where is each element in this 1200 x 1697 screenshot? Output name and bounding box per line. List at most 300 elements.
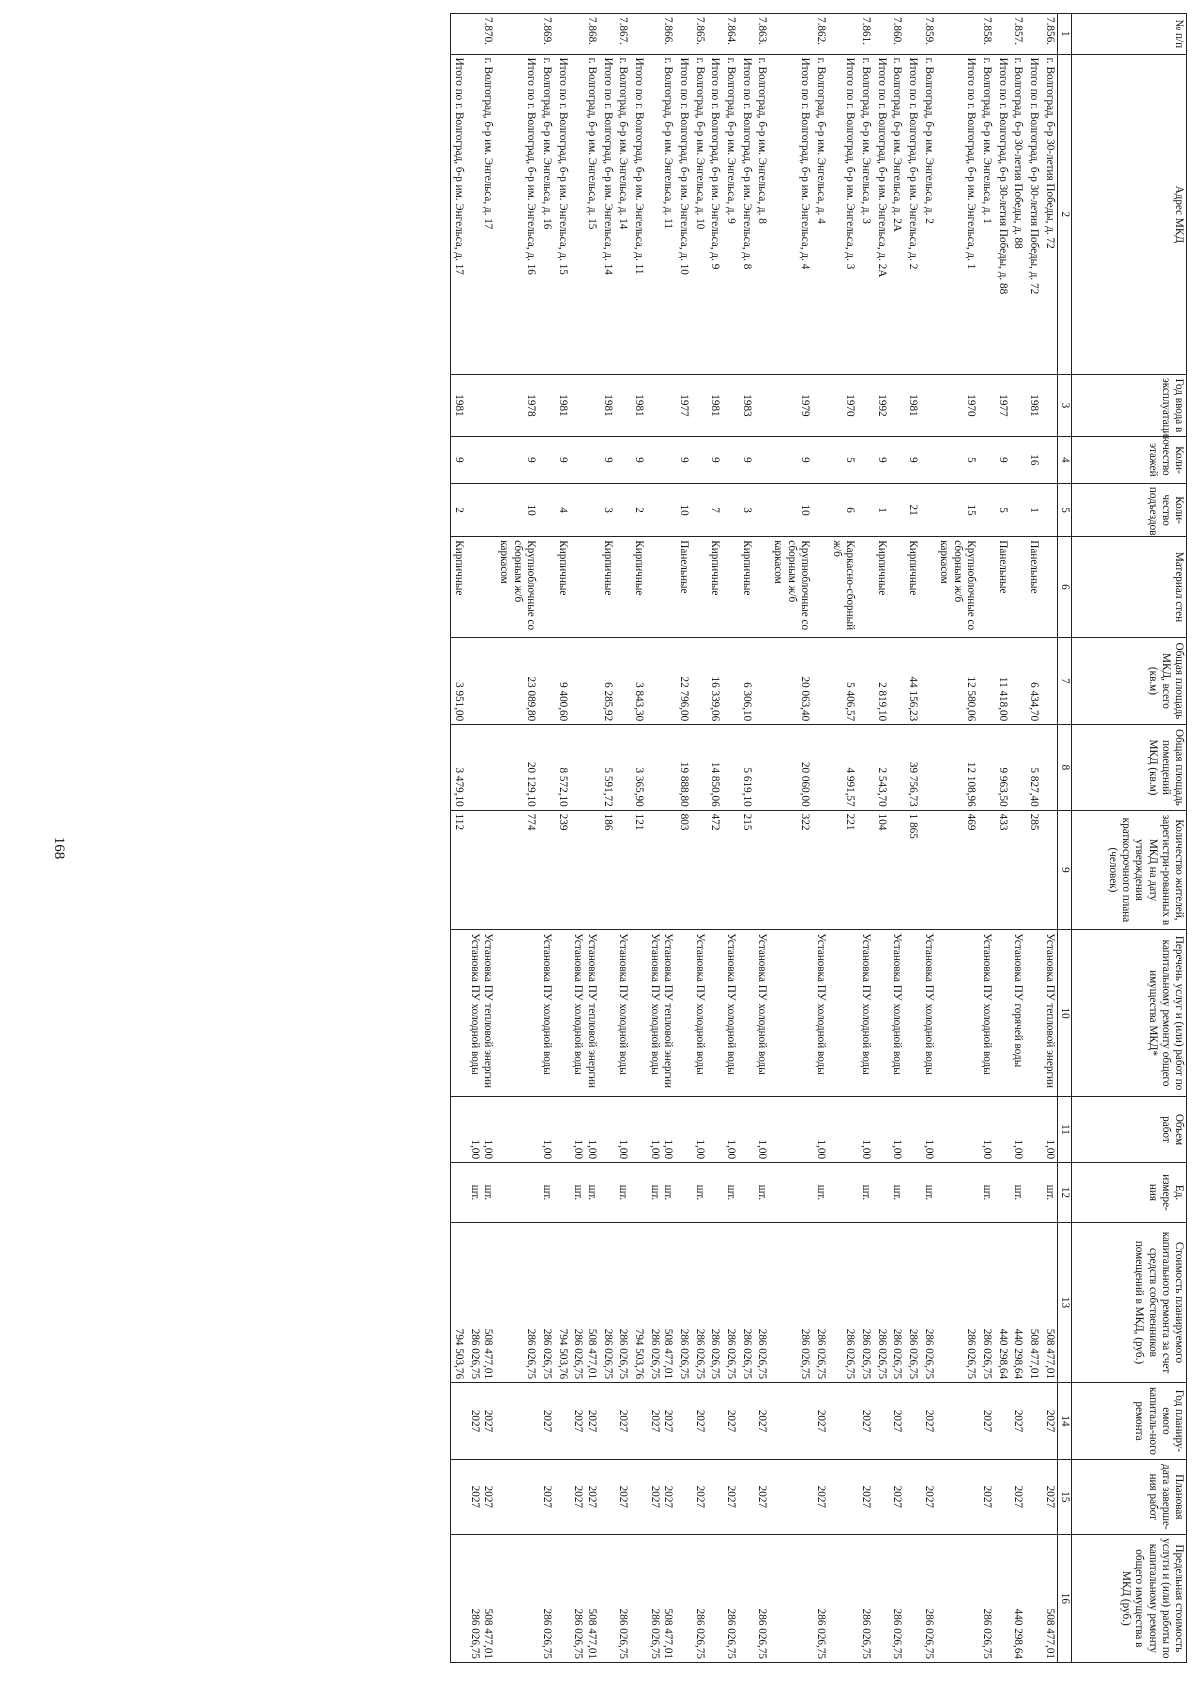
residents-cell: 215 bbox=[738, 810, 754, 930]
total-label: Итого по г. Волгоград, б-р 30-летия Победы, д. 72 bbox=[1025, 54, 1041, 374]
works-cell bbox=[1041, 930, 1057, 1097]
address-cell: г. Волгоград, б-р им. Энгельса, д. 11 bbox=[646, 54, 675, 374]
end-date-cell bbox=[979, 1459, 995, 1534]
residents-cell: 121 bbox=[630, 810, 646, 930]
row-number bbox=[769, 14, 812, 55]
year-cell: 1970 bbox=[828, 374, 857, 436]
header-cell: Год планиру-емого капиталь-ного ремонта bbox=[1072, 1383, 1187, 1460]
limit-cost-cell bbox=[828, 1534, 857, 1662]
header-cell: Материал стен bbox=[1072, 537, 1187, 637]
year-cell: 1983 bbox=[738, 374, 754, 436]
header-cell: Коли-чество этажей bbox=[1072, 436, 1187, 483]
residents-cell: 803 bbox=[675, 810, 691, 930]
end-date-cell bbox=[466, 1459, 495, 1534]
total-label: Итого по г. Волгоград, б-р им. Энгельса, д. 3 bbox=[828, 54, 857, 374]
column-number: 7 bbox=[1057, 637, 1071, 725]
cell-line: 1,00 bbox=[482, 1139, 495, 1160]
total-row bbox=[630, 14, 646, 1663]
cell-line: шт. bbox=[1012, 1184, 1025, 1201]
area-rooms-cell bbox=[466, 725, 495, 810]
year-cell bbox=[889, 374, 905, 436]
year-cell: 1981 bbox=[630, 374, 646, 436]
cell-line: шт. bbox=[648, 1184, 661, 1201]
plan-year-cell bbox=[857, 1383, 873, 1460]
limit-cost-cell bbox=[722, 1534, 738, 1662]
total-row bbox=[738, 14, 754, 1663]
row-number: 7.866. bbox=[646, 14, 675, 55]
end-date-cell bbox=[675, 1459, 691, 1534]
plan-year-cell bbox=[466, 1383, 495, 1460]
year-cell: 1981 bbox=[904, 374, 920, 436]
works-cell bbox=[857, 930, 873, 1097]
entrances-cell: 1 bbox=[873, 483, 889, 536]
volume-cell bbox=[904, 1096, 920, 1162]
entrances-cell: 7 bbox=[707, 483, 723, 536]
cell-line: 286 026,75 bbox=[541, 1608, 554, 1659]
plan-year-cell bbox=[691, 1383, 707, 1460]
header-cell: Стоимость планируемого капитального ремонта за счет средств собственников помещений в МКД, (руб.) bbox=[1072, 1222, 1187, 1382]
residents-cell bbox=[754, 810, 770, 930]
address-cell: г. Волгоград, б-р им. Энгельса, д. 2 bbox=[920, 54, 936, 374]
area-total-cell bbox=[812, 637, 828, 725]
address-cell: г. Волгоград, б-р им. Энгельса, д. 3 bbox=[857, 54, 873, 374]
entrances-cell bbox=[722, 483, 738, 536]
row-number: 7.865. bbox=[691, 14, 707, 55]
total-cost-cell: 286 026,75 bbox=[936, 1222, 979, 1382]
works-cell bbox=[904, 930, 920, 1097]
cell-line: 2027 bbox=[541, 1485, 554, 1509]
header-cell: Объем работ bbox=[1072, 1096, 1187, 1162]
year-cell bbox=[857, 374, 873, 436]
limit-cost-cell bbox=[630, 1534, 646, 1662]
area-rooms-cell: 5 619,10 bbox=[738, 725, 754, 810]
item-row bbox=[538, 14, 554, 1663]
volume-cell bbox=[812, 1096, 828, 1162]
unit-cell bbox=[889, 1163, 905, 1223]
row-number: 7.862. bbox=[812, 14, 828, 55]
limit-cost-cell bbox=[857, 1534, 873, 1662]
cell-line: шт. bbox=[756, 1184, 769, 1201]
area-total-cell: 9 400,60 bbox=[554, 637, 570, 725]
cell-line: 508 477,01 bbox=[482, 1328, 495, 1380]
rotated-page bbox=[5, 3, 1195, 1693]
cell-line: 2027 bbox=[922, 1485, 935, 1509]
cell-line: 508 477,01 bbox=[662, 1608, 675, 1659]
material-cell bbox=[857, 537, 873, 637]
row-number bbox=[630, 14, 646, 55]
residents-cell: 774 bbox=[496, 810, 539, 930]
cell-line: 440 298,64 bbox=[1012, 1608, 1025, 1659]
plan-year-cell bbox=[450, 1383, 466, 1460]
material-cell: Кирпичные bbox=[450, 537, 466, 637]
cell-line: 440 298,64 bbox=[1012, 1328, 1025, 1380]
entrances-cell bbox=[570, 483, 599, 536]
cell-line: 286 026,75 bbox=[814, 1328, 827, 1380]
unit-cell bbox=[873, 1163, 889, 1223]
total-label: Итого по г. Волгоград, б-р им. Энгельса, д. 1 bbox=[936, 54, 979, 374]
unit-cell bbox=[707, 1163, 723, 1223]
row-number bbox=[904, 14, 920, 55]
row-number bbox=[450, 14, 466, 55]
floors-cell bbox=[570, 436, 599, 483]
end-date-cell bbox=[738, 1459, 754, 1534]
plan-year-cell bbox=[769, 1383, 812, 1460]
area-rooms-cell bbox=[1041, 725, 1057, 810]
row-number: 7.864. bbox=[722, 14, 738, 55]
area-total-cell: 5 406,57 bbox=[828, 637, 857, 725]
volume-cell bbox=[570, 1096, 599, 1162]
volume-cell bbox=[936, 1096, 979, 1162]
cell-line: 286 026,75 bbox=[756, 1328, 769, 1380]
works-cell bbox=[1010, 930, 1026, 1097]
entrances-cell bbox=[754, 483, 770, 536]
cell-line: 2027 bbox=[572, 1485, 585, 1509]
end-date-cell bbox=[889, 1459, 905, 1534]
cell-line: 2027 bbox=[981, 1409, 994, 1433]
cell-line: 1,00 bbox=[922, 1139, 935, 1160]
year-cell bbox=[691, 374, 707, 436]
residents-cell bbox=[646, 810, 675, 930]
plan-year-cell bbox=[994, 1383, 1010, 1460]
area-rooms-cell bbox=[691, 725, 707, 810]
entrances-cell bbox=[1041, 483, 1057, 536]
entrances-cell bbox=[615, 483, 631, 536]
cell-line: 2027 bbox=[922, 1409, 935, 1433]
works-cell bbox=[707, 930, 723, 1097]
cell-line: 1,00 bbox=[1043, 1139, 1056, 1160]
cell-line: 286 026,75 bbox=[617, 1608, 630, 1659]
cell-line: 2027 bbox=[541, 1409, 554, 1433]
end-date-cell bbox=[920, 1459, 936, 1534]
total-cost-cell: 286 026,75 bbox=[904, 1222, 920, 1382]
residents-cell bbox=[1041, 810, 1057, 930]
total-label: Итого по г. Волгоград, б-р им. Энгельса, д. 14 bbox=[599, 54, 615, 374]
material-cell: Кирпичные bbox=[873, 537, 889, 637]
cell-line: шт. bbox=[981, 1184, 994, 1201]
floors-cell bbox=[857, 436, 873, 483]
residents-cell: 469 bbox=[936, 810, 979, 930]
volume-cell bbox=[466, 1096, 495, 1162]
area-total-cell bbox=[857, 637, 873, 725]
unit-cell bbox=[1025, 1163, 1041, 1223]
area-total-cell: 3 843,30 bbox=[630, 637, 646, 725]
cell-line: 286 026,75 bbox=[725, 1608, 737, 1659]
volume-cell bbox=[599, 1096, 615, 1162]
table-body bbox=[450, 14, 1057, 1663]
floors-cell bbox=[691, 436, 707, 483]
floors-cell: 9 bbox=[904, 436, 920, 483]
unit-cell bbox=[812, 1163, 828, 1223]
column-number: 4 bbox=[1057, 436, 1071, 483]
total-cost-cell: 286 026,75 bbox=[769, 1222, 812, 1382]
area-total-cell bbox=[889, 637, 905, 725]
cell-line: 286 026,75 bbox=[859, 1328, 872, 1380]
area-rooms-cell bbox=[920, 725, 936, 810]
material-cell: Кирпичные bbox=[738, 537, 754, 637]
cell-line: Установка ПУ холодной воды bbox=[814, 933, 827, 1075]
end-date-cell bbox=[873, 1459, 889, 1534]
row-number bbox=[994, 14, 1010, 55]
address-cell: г. Волгоград, б-р им. Энгельса, д. 4 bbox=[812, 54, 828, 374]
limit-cost-cell bbox=[936, 1534, 979, 1662]
residents-cell: 104 bbox=[873, 810, 889, 930]
header-cell: Предельная стоимость услуги и (или) работы по капитальному ремонту общего имущества в МКД (руб.) bbox=[1072, 1534, 1187, 1662]
total-row bbox=[769, 14, 812, 1663]
unit-cell bbox=[646, 1163, 675, 1223]
area-total-cell bbox=[691, 637, 707, 725]
material-cell: Кирпичные bbox=[599, 537, 615, 637]
works-cell bbox=[889, 930, 905, 1097]
cell-line: 1,00 bbox=[1012, 1139, 1025, 1160]
area-total-cell bbox=[466, 637, 495, 725]
total-label: Итого по г. Волгоград, б-р 30-летия Победы, д. 88 bbox=[994, 54, 1010, 374]
row-number bbox=[828, 14, 857, 55]
plan-year-cell bbox=[812, 1383, 828, 1460]
residents-cell bbox=[889, 810, 905, 930]
column-number: 8 bbox=[1057, 725, 1071, 810]
floors-cell: 9 bbox=[707, 436, 723, 483]
entrances-cell: 10 bbox=[769, 483, 812, 536]
cell-line: 2027 bbox=[725, 1409, 737, 1433]
material-cell: Панельные bbox=[994, 537, 1010, 637]
entrances-cell bbox=[691, 483, 707, 536]
cell-line: Установка ПУ горячей воды bbox=[1012, 933, 1025, 1068]
cell-line: 1,00 bbox=[541, 1139, 554, 1160]
cell-line: 2027 bbox=[468, 1409, 481, 1433]
column-number: 9 bbox=[1057, 810, 1071, 930]
cell-line: 2027 bbox=[981, 1485, 994, 1509]
area-rooms-cell: 3 365,90 bbox=[630, 725, 646, 810]
item-row bbox=[857, 14, 873, 1663]
limit-cost-cell bbox=[1041, 1534, 1057, 1662]
cell-line: шт. bbox=[662, 1184, 675, 1201]
cost-cell bbox=[979, 1222, 995, 1382]
area-total-cell bbox=[538, 637, 554, 725]
row-number bbox=[554, 14, 570, 55]
year-cell bbox=[466, 374, 495, 436]
year-cell: 1978 bbox=[496, 374, 539, 436]
total-row bbox=[599, 14, 615, 1663]
volume-cell bbox=[873, 1096, 889, 1162]
cell-line: шт. bbox=[572, 1184, 585, 1201]
header-cell: Перечень услуг и (или) работ по капитальному ремонту общего имущества МКД* bbox=[1072, 930, 1187, 1097]
residents-cell bbox=[857, 810, 873, 930]
total-label: Итого по г. Волгоград, б-р им. Энгельса, д. 9 bbox=[707, 54, 723, 374]
cell-line: 2027 bbox=[586, 1485, 599, 1509]
end-date-cell bbox=[812, 1459, 828, 1534]
year-cell: 1992 bbox=[873, 374, 889, 436]
total-cost-cell: 508 477,01 bbox=[1025, 1222, 1041, 1382]
works-cell bbox=[450, 930, 466, 1097]
floors-cell bbox=[920, 436, 936, 483]
unit-cell bbox=[630, 1163, 646, 1223]
column-number: 10 bbox=[1057, 930, 1071, 1097]
volume-cell bbox=[646, 1096, 675, 1162]
works-cell bbox=[936, 930, 979, 1097]
item-row bbox=[722, 14, 738, 1663]
works-cell bbox=[920, 930, 936, 1097]
limit-cost-cell bbox=[1010, 1534, 1026, 1662]
total-row bbox=[828, 14, 857, 1663]
plan-year-cell bbox=[738, 1383, 754, 1460]
plan-year-cell bbox=[646, 1383, 675, 1460]
total-label: Итого по г. Волгоград, б-р им. Энгельса, д. 17 bbox=[450, 54, 466, 374]
area-total-cell: 2 819,10 bbox=[873, 637, 889, 725]
cell-line: 2027 bbox=[756, 1409, 769, 1433]
cell-line: шт. bbox=[693, 1184, 706, 1201]
row-number bbox=[738, 14, 754, 55]
cost-cell bbox=[691, 1222, 707, 1382]
area-total-cell: 6 306,10 bbox=[738, 637, 754, 725]
cell-line: 2027 bbox=[1043, 1409, 1056, 1433]
cost-cell bbox=[615, 1222, 631, 1382]
unit-cell bbox=[691, 1163, 707, 1223]
year-cell: 1979 bbox=[769, 374, 812, 436]
total-cost-cell: 794 503,76 bbox=[630, 1222, 646, 1382]
item-row bbox=[812, 14, 828, 1663]
plan-year-cell bbox=[828, 1383, 857, 1460]
volume-cell bbox=[920, 1096, 936, 1162]
address-cell: г. Волгоград, б-р им. Энгельса, д. 8 bbox=[754, 54, 770, 374]
unit-cell bbox=[1041, 1163, 1057, 1223]
cell-line: Установка ПУ холодной воды bbox=[617, 933, 630, 1075]
cell-line: 1,00 bbox=[859, 1139, 872, 1160]
works-cell bbox=[538, 930, 554, 1097]
area-rooms-cell: 8 572,10 bbox=[554, 725, 570, 810]
cost-cell bbox=[754, 1222, 770, 1382]
entrances-cell bbox=[646, 483, 675, 536]
total-row bbox=[675, 14, 691, 1663]
area-total-cell bbox=[1041, 637, 1057, 725]
year-cell: 1981 bbox=[707, 374, 723, 436]
material-cell: Панельные bbox=[1025, 537, 1041, 637]
year-cell: 1970 bbox=[936, 374, 979, 436]
volume-cell bbox=[994, 1096, 1010, 1162]
end-date-cell bbox=[722, 1459, 738, 1534]
volume-cell bbox=[630, 1096, 646, 1162]
header-cell: Год ввода в эксплуатацию bbox=[1072, 374, 1187, 436]
end-date-cell bbox=[496, 1459, 539, 1534]
material-cell: Кирпичные bbox=[904, 537, 920, 637]
header-cell: Общая площадь МКД, всего (кв.м) bbox=[1072, 637, 1187, 725]
column-number: 5 bbox=[1057, 483, 1071, 536]
area-rooms-cell bbox=[1010, 725, 1026, 810]
volume-cell bbox=[722, 1096, 738, 1162]
year-cell bbox=[538, 374, 554, 436]
total-label: Итого по г. Волгоград, б-р им. Энгельса, д. 11 bbox=[630, 54, 646, 374]
residents-cell bbox=[920, 810, 936, 930]
floors-cell: 9 bbox=[450, 436, 466, 483]
volume-cell bbox=[538, 1096, 554, 1162]
year-cell bbox=[812, 374, 828, 436]
end-date-cell bbox=[828, 1459, 857, 1534]
cell-line: 1,00 bbox=[586, 1139, 599, 1160]
area-rooms-cell bbox=[538, 725, 554, 810]
volume-cell bbox=[828, 1096, 857, 1162]
column-number: 14 bbox=[1057, 1383, 1071, 1460]
entrances-cell: 1 bbox=[1025, 483, 1041, 536]
cell-line: 2027 bbox=[662, 1485, 675, 1509]
residents-cell bbox=[1010, 810, 1026, 930]
plan-year-cell bbox=[630, 1383, 646, 1460]
row-number bbox=[599, 14, 615, 55]
area-rooms-cell bbox=[979, 725, 995, 810]
cell-line: 508 477,01 bbox=[586, 1608, 599, 1659]
cell-line: 1,00 bbox=[468, 1139, 481, 1160]
cost-cell bbox=[1010, 1222, 1026, 1382]
column-number: 1 bbox=[1057, 14, 1071, 55]
limit-cost-cell bbox=[979, 1534, 995, 1662]
cell-line: Установка ПУ холодной воды bbox=[859, 933, 872, 1075]
header-cell: № п/п bbox=[1072, 14, 1187, 55]
entrances-cell: 21 bbox=[904, 483, 920, 536]
entrances-cell: 2 bbox=[630, 483, 646, 536]
volume-cell bbox=[450, 1096, 466, 1162]
total-row bbox=[936, 14, 979, 1663]
header-cell: Плановая дата заверше-ния работ bbox=[1072, 1459, 1187, 1534]
unit-cell bbox=[828, 1163, 857, 1223]
column-number: 15 bbox=[1057, 1459, 1071, 1534]
material-cell bbox=[979, 537, 995, 637]
volume-cell bbox=[707, 1096, 723, 1162]
works-cell bbox=[812, 930, 828, 1097]
plan-year-cell bbox=[675, 1383, 691, 1460]
total-row bbox=[1025, 14, 1041, 1663]
cell-line: Установка ПУ холодной воды bbox=[541, 933, 554, 1075]
residents-cell bbox=[979, 810, 995, 930]
plan-year-cell bbox=[936, 1383, 979, 1460]
limit-cost-cell bbox=[450, 1534, 466, 1662]
entrances-cell: 3 bbox=[738, 483, 754, 536]
total-cost-cell: 286 026,75 bbox=[675, 1222, 691, 1382]
floors-cell: 9 bbox=[554, 436, 570, 483]
cost-cell bbox=[1041, 1222, 1057, 1382]
row-number: 7.867. bbox=[615, 14, 631, 55]
cell-line: 2027 bbox=[572, 1409, 585, 1433]
total-cost-cell: 286 026,75 bbox=[496, 1222, 539, 1382]
column-number: 2 bbox=[1057, 54, 1071, 374]
plan-year-cell bbox=[979, 1383, 995, 1460]
area-total-cell bbox=[1010, 637, 1026, 725]
table-header bbox=[1057, 14, 1186, 1663]
total-label: Итого по г. Волгоград, б-р им. Энгельса, д. 4 bbox=[769, 54, 812, 374]
item-row bbox=[889, 14, 905, 1663]
row-number: 7.856. bbox=[1041, 14, 1057, 55]
area-total-cell: 3 951,00 bbox=[450, 637, 466, 725]
total-cost-cell: 286 026,75 bbox=[707, 1222, 723, 1382]
total-label: Итого по г. Волгоград, б-р им. Энгельса, д. 2 bbox=[904, 54, 920, 374]
volume-cell bbox=[1041, 1096, 1057, 1162]
material-cell bbox=[1010, 537, 1026, 637]
limit-cost-cell bbox=[496, 1534, 539, 1662]
cell-line: 2027 bbox=[725, 1485, 737, 1509]
volume-cell bbox=[738, 1096, 754, 1162]
address-cell: г. Волгоград, б-р им. Энгельса, д. 17 bbox=[466, 54, 495, 374]
total-cost-cell: 794 503,76 bbox=[554, 1222, 570, 1382]
volume-cell bbox=[554, 1096, 570, 1162]
total-row bbox=[450, 14, 466, 1663]
row-number: 7.858. bbox=[979, 14, 995, 55]
area-total-cell bbox=[920, 637, 936, 725]
area-rooms-cell: 3 479,10 bbox=[450, 725, 466, 810]
works-cell bbox=[828, 930, 857, 1097]
total-cost-cell: 794 503,76 bbox=[450, 1222, 466, 1382]
area-total-cell bbox=[979, 637, 995, 725]
area-total-cell: 22 796,00 bbox=[675, 637, 691, 725]
material-cell bbox=[812, 537, 828, 637]
year-cell bbox=[1041, 374, 1057, 436]
cell-line: 2027 bbox=[891, 1485, 904, 1509]
